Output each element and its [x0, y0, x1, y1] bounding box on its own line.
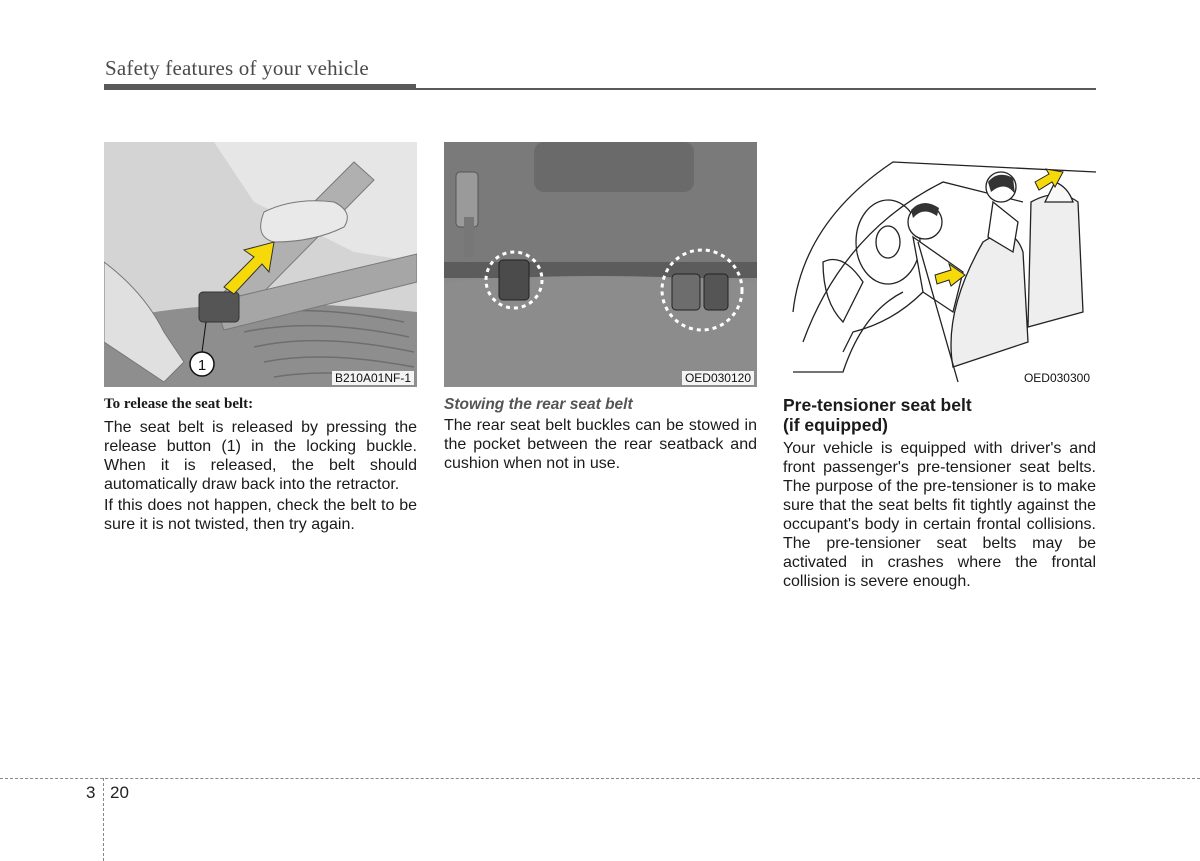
pretensioner-paragraph: Your vehicle is equipped with driver's and front passenger's pre-tensioner seat belts. The purpose of the pre-tensioner is to make sure that the seat belts fit tightly against the occupant's body in certain frontal collisions. The pre-tensioner seat belts may be activated in crashes where the frontal collision is severe enough. — [783, 440, 1096, 590]
column-pretensioner — [783, 395, 1096, 593]
figure-pretensioner — [783, 142, 1096, 387]
page-section-title: Safety features of your vehicle — [105, 56, 369, 80]
header-rule-thin — [416, 88, 1096, 90]
footer-rule — [0, 778, 1200, 779]
release-button-callout: 1 — [197, 357, 207, 374]
figure-stowing-rear-belt — [444, 142, 757, 387]
figure-code: OED030120 — [682, 371, 754, 385]
release-paragraph-1: The seat belt is released by pressing the release button (1) in the locking buckle. When it is released, the belt should automatically draw back into the retractor. — [104, 419, 417, 493]
release-seat-belt-illustration — [104, 142, 417, 387]
column-release-seat-belt — [104, 395, 417, 536]
figure-code: OED030300 — [1023, 371, 1090, 385]
release-seat-belt-heading: To release the seat belt: — [104, 396, 254, 412]
pretensioner-illustration — [783, 142, 1096, 387]
stowing-rear-belt-heading: Stowing the rear seat belt — [444, 396, 633, 413]
rear-seat-illustration — [444, 142, 757, 387]
chapter-number: 3 — [86, 783, 96, 802]
figure-code: B210A01NF-1 — [332, 371, 414, 385]
pretensioner-heading — [783, 395, 1096, 435]
release-paragraph-2: If this does not happen, check the belt to be sure it is not twisted, then try again. — [104, 497, 417, 533]
pretensioner-heading-line1: Pre-tensioner seat belt — [783, 395, 972, 415]
header-rule-thick — [104, 84, 416, 90]
stowing-paragraph: The rear seat belt buckles can be stowed in the pocket between the rear seatback and cushion when not in use. — [444, 417, 757, 472]
page-number: 20 — [110, 783, 129, 802]
footer-vertical-rule — [103, 778, 104, 861]
pretensioner-heading-line2: (if equipped) — [783, 415, 888, 435]
figure-release-seat-belt — [104, 142, 417, 387]
column-stowing-rear-belt — [444, 395, 757, 475]
